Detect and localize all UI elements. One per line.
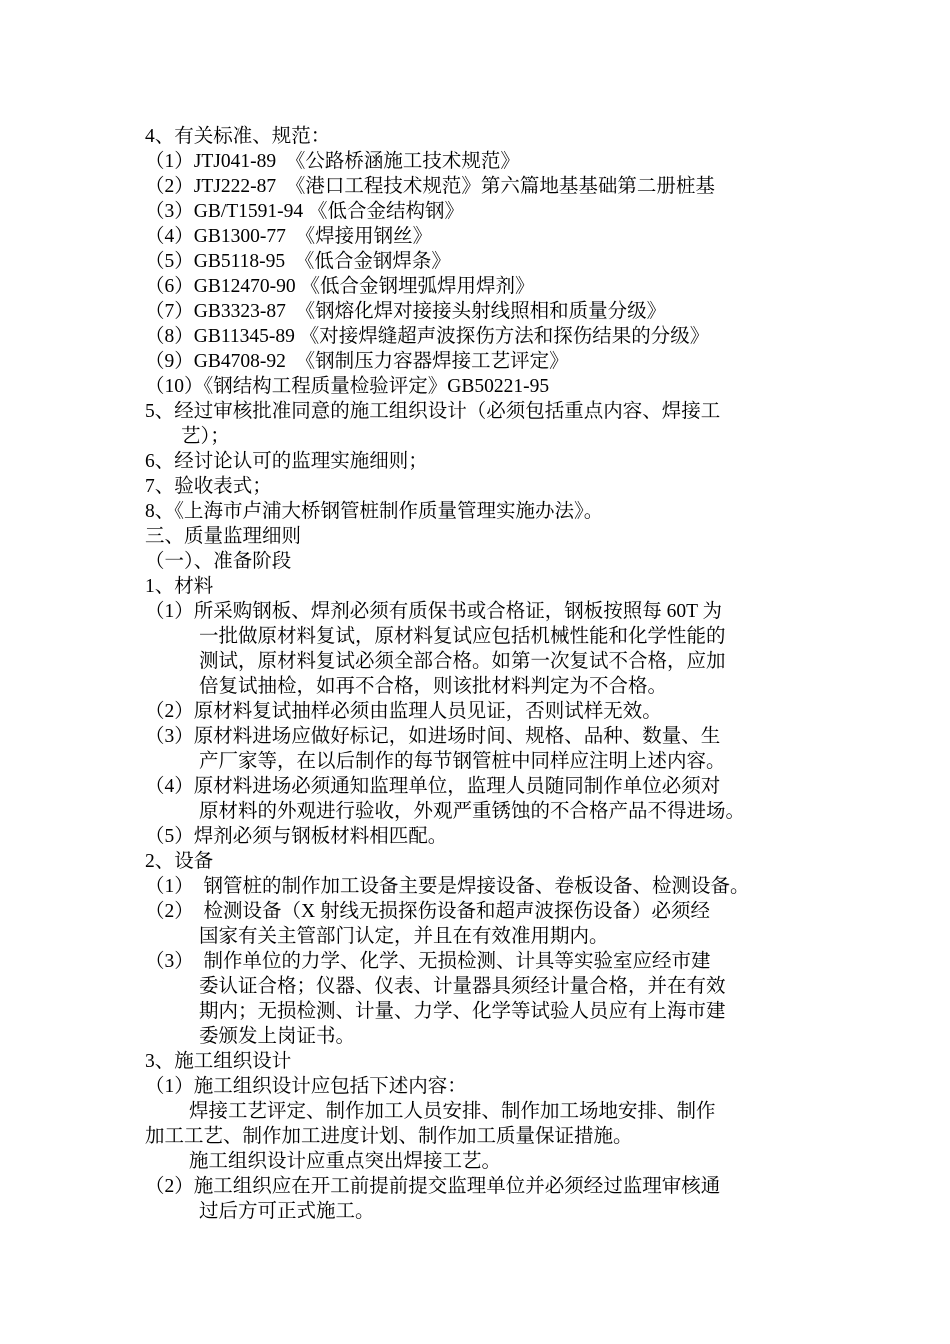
text-line: （3）原材料进场应做好标记，如进场时间、规格、品种、数量、生 [145, 726, 721, 747]
text-line: （一）、准备阶段 [145, 551, 292, 572]
text-line: 4、有关标准、规范： [145, 126, 331, 147]
text-line: 委认证合格；仪器、仪表、计量器具须经计量合格，并在有效 [199, 976, 726, 997]
text-line: 倍复试抽检，如再不合格，则该批材料判定为不合格。 [199, 676, 668, 697]
document-body [145, 124, 825, 1224]
text-line: （8）GB11345-89 《对接焊缝超声波探伤方法和探伤结果的分级》 [145, 326, 710, 347]
text-line: （2）施工组织应在开工前提前提交监理单位并必须经过监理审核通 [145, 1176, 721, 1197]
text-line: （3）GB/T1591-94 《低合金结构钢》 [145, 201, 465, 222]
text-line: （9）GB4708-92 《钢制压力容器焊接工艺评定》 [145, 351, 569, 372]
text-line: （3） 制作单位的力学、化学、无损检测、计具等实验室应经市建 [145, 951, 711, 972]
text-line: 原材料的外观进行验收，外观严重锈蚀的不合格产品不得进场。 [199, 801, 746, 822]
text-line: （5）焊剂必须与钢板材料相匹配。 [145, 826, 448, 847]
text-line: 施工组织设计应重点突出焊接工艺。 [189, 1151, 502, 1172]
text-line: 期内；无损检测、计量、力学、化学等试验人员应有上海市建 [199, 1001, 726, 1022]
text-line: （1）所采购钢板、焊剂必须有质保书或合格证，钢板按照每 60T 为 [145, 601, 723, 622]
text-line: 8、《上海市卢浦大桥钢管桩制作质量管理实施办法》。 [145, 501, 604, 522]
text-line: 委颁发上岗证书。 [199, 1026, 356, 1047]
text-line: （6）GB12470-90 《低合金钢埋弧焊用焊剂》 [145, 276, 535, 297]
text-line: （1）JTJ041-89 《公路桥涵施工技术规范》 [145, 151, 520, 172]
text-line: （1）施工组织设计应包括下述内容： [145, 1076, 467, 1097]
text-line: （10）《钢结构工程质量检验评定》GB50221-95 [145, 376, 550, 397]
text-line: （4）原材料进场必须通知监理单位，监理人员随同制作单位必须对 [145, 776, 721, 797]
text-line: 国家有关主管部门认定，并且在有效准用期内。 [199, 926, 609, 947]
text-line: （5）GB5118-95 《低合金钢焊条》 [145, 251, 451, 272]
text-line: 艺）； [181, 426, 230, 447]
text-line: （7）GB3323-87 《钢熔化焊对接接头射线照相和质量分级》 [145, 301, 667, 322]
text-line: 过后方可正式施工。 [199, 1201, 375, 1222]
text-line: 三、质量监理细则 [145, 526, 302, 547]
text-line: 产厂家等，在以后制作的每节钢管桩中同样应注明上述内容。 [199, 751, 726, 772]
text-line: 测试，原材料复试必须全部合格。如第一次复试不合格，应加 [199, 651, 726, 672]
text-line: （2）原材料复试抽样必须由监理人员见证，否则试样无效。 [145, 701, 662, 722]
text-line: （2）JTJ222-87 《港口工程技术规范》第六篇地基基础第二册桩基 [145, 176, 715, 197]
text-line: 7、验收表式； [145, 476, 272, 497]
text-line: （4）GB1300-77 《焊接用钢丝》 [145, 226, 433, 247]
text-line: 5、经过审核批准同意的施工组织设计（必须包括重点内容、焊接工 [145, 401, 721, 422]
text-line: 1、材料 [145, 576, 214, 597]
text-line: 2、设备 [145, 851, 214, 872]
text-line: 加工工艺、制作加工进度计划、制作加工质量保证措施。 [145, 1126, 633, 1147]
text-line: 3、施工组织设计 [145, 1051, 292, 1072]
text-line: （1） 钢管桩的制作加工设备主要是焊接设备、卷板设备、检测设备。 [145, 876, 750, 897]
text-line: 焊接工艺评定、制作加工人员安排、制作加工场地安排、制作 [189, 1101, 716, 1122]
text-line: 一批做原材料复试，原材料复试应包括机械性能和化学性能的 [199, 626, 726, 647]
text-line: 6、经讨论认可的监理实施细则； [145, 451, 428, 472]
text-line: （2） 检测设备（X 射线无损探伤设备和超声波探伤设备）必须经 [145, 901, 710, 922]
